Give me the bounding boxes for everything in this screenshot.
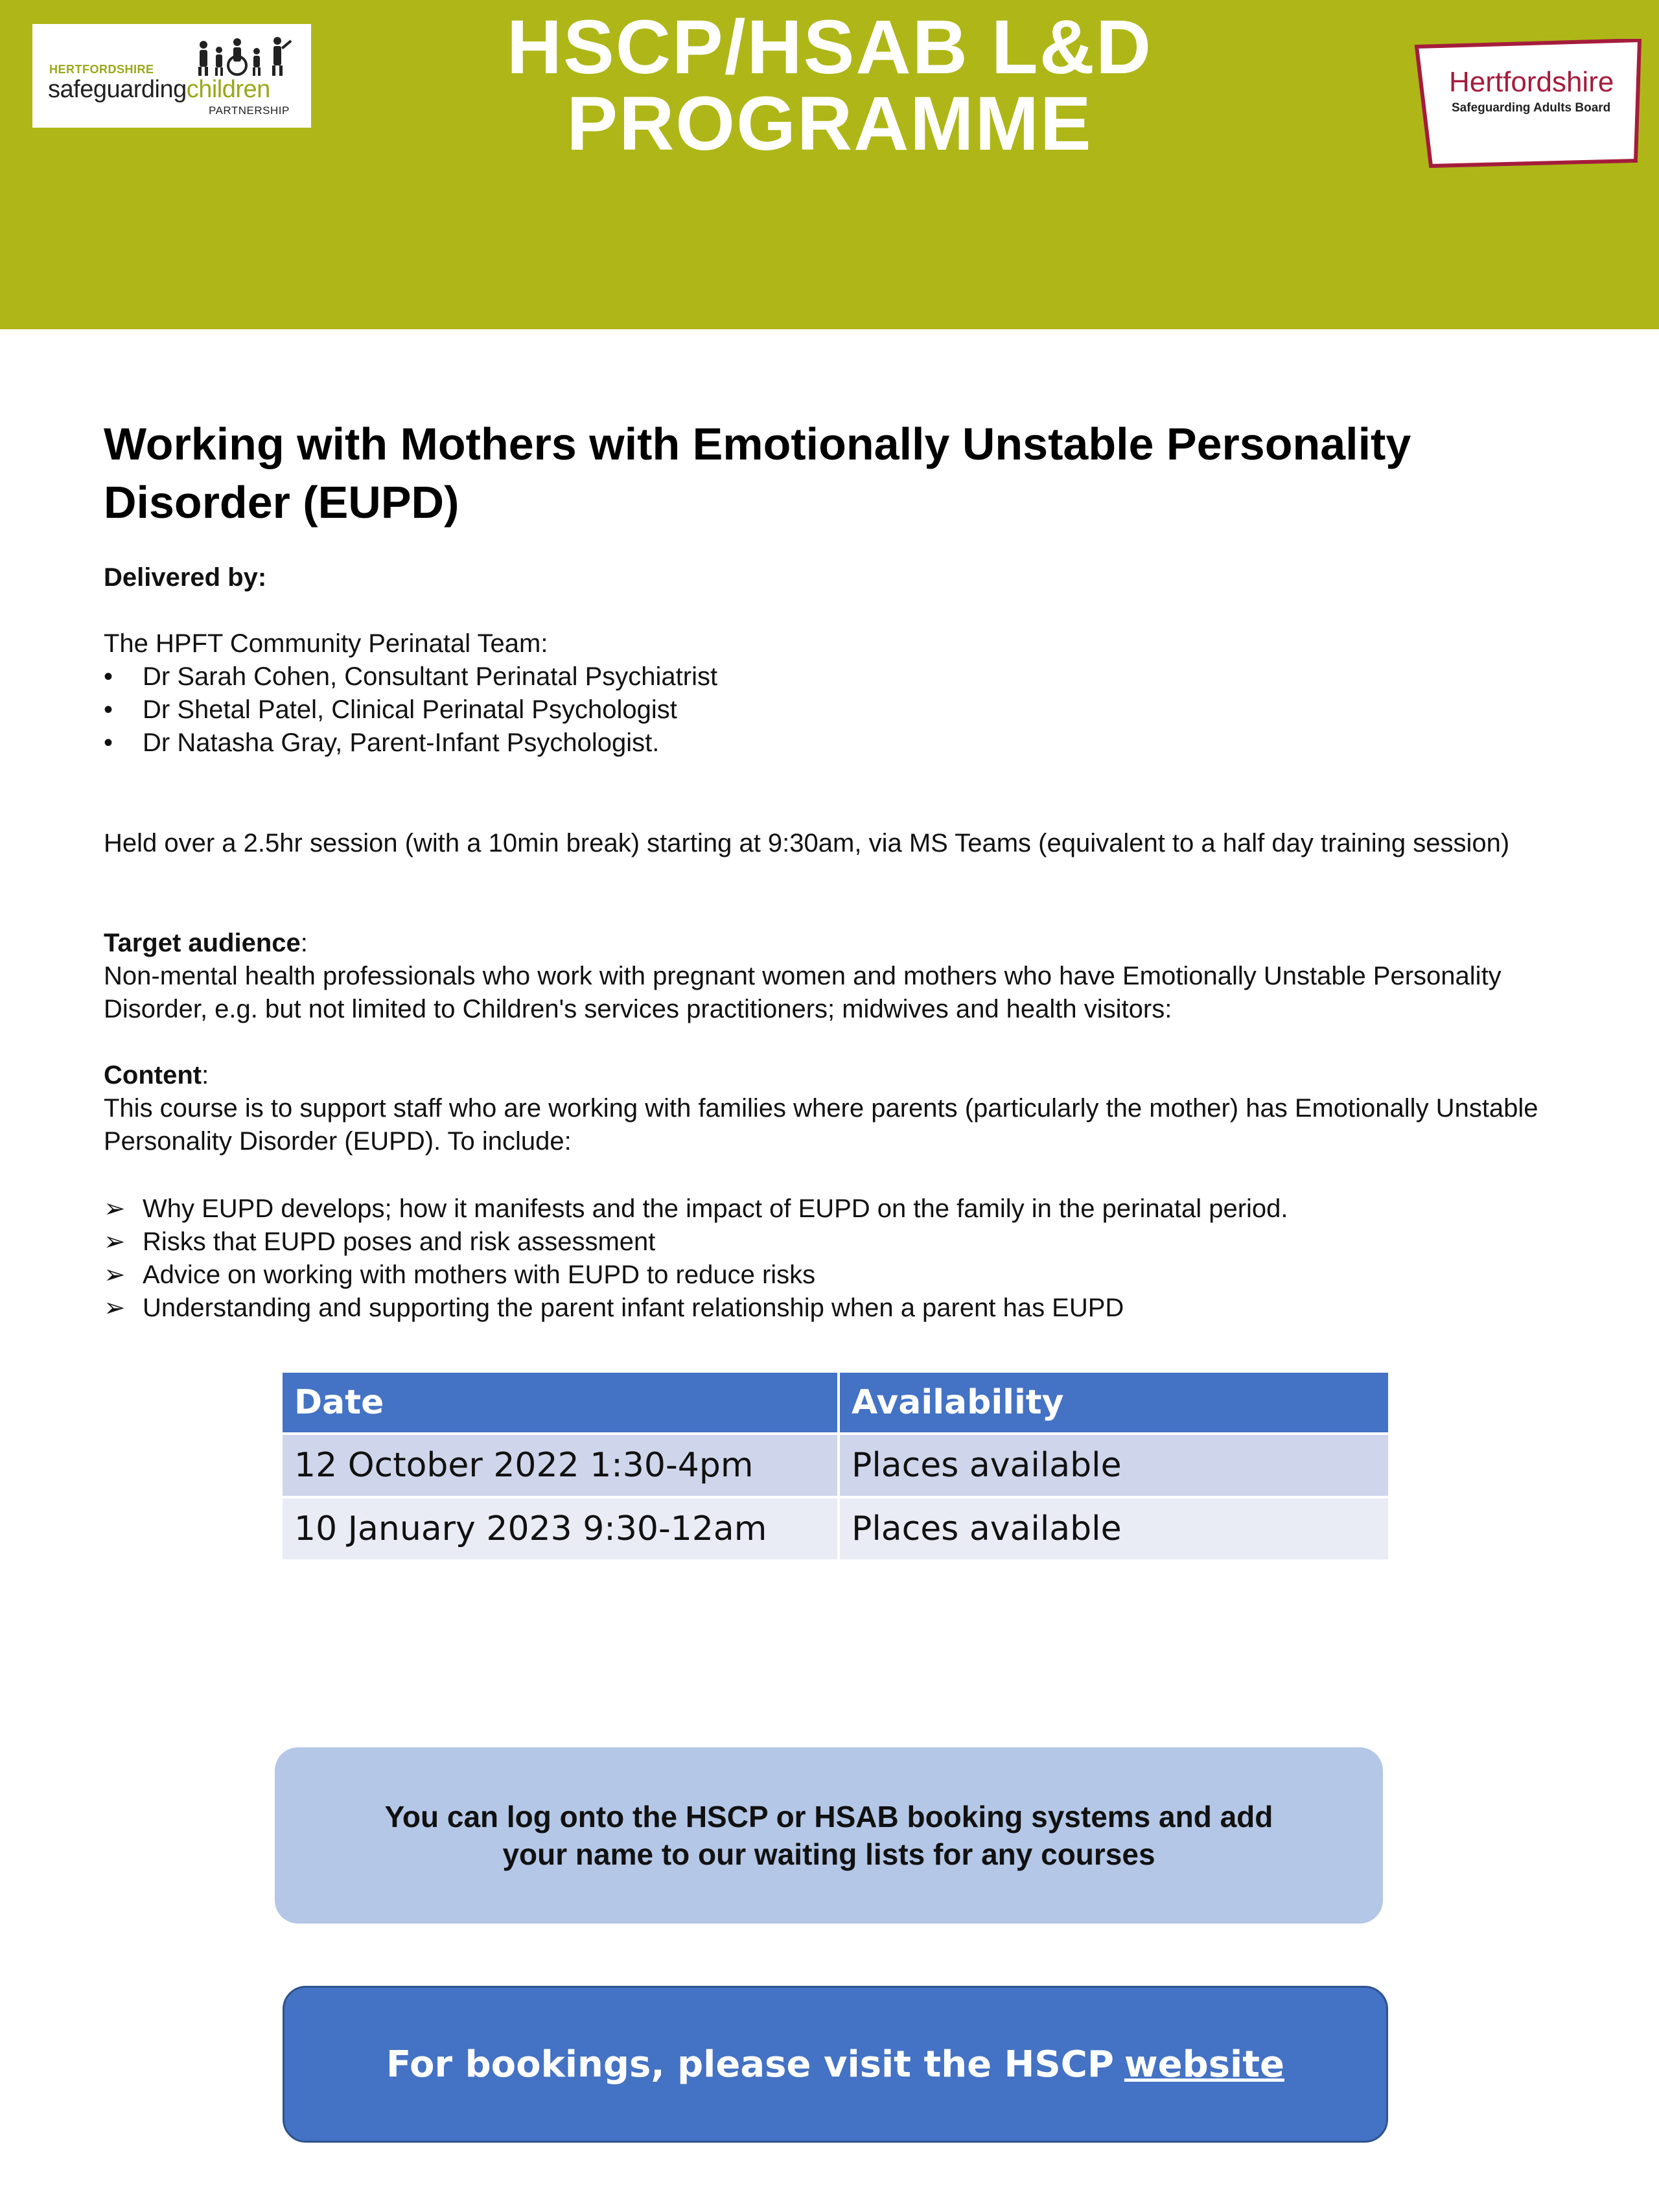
list-item — [104, 1193, 1568, 1226]
topic-text: Risks that EUPD poses and risk assessment — [143, 1228, 656, 1256]
topic-text: Why EUPD develops; how it manifests and the impact of EUPD on the family in the perinatal period. — [143, 1194, 1288, 1223]
presenter-name: Dr Sarah Cohen, Consultant Perinatal Psychiatrist — [143, 662, 718, 691]
hsab-logo-name: Hertfordshire — [1449, 66, 1614, 98]
logo-partnership: PARTNERSHIP — [209, 104, 290, 117]
content-text: This course is to support staff who are working with families where parents (particularly the mother) has Emotionally Unstable Personality Disorder (EUPD). To include: — [104, 1094, 1538, 1156]
family-figures-icon — [194, 36, 298, 76]
presenter-list — [104, 660, 1568, 760]
content-section: Content: This course is to support staff who are working with families where parents (particularly the mother) has Emotionally Unstable Personality Disorder (EUPD). To include: — [104, 1059, 1568, 1158]
table-row — [283, 1434, 1388, 1497]
topic-text: Understanding and supporting the parent infant relationship when a parent has EUPD — [143, 1294, 1124, 1322]
title-line-2: PROGRAMME — [566, 81, 1093, 167]
list-item: • Dr Shetal Patel, Clinical Perinatal Psychologist — [104, 695, 677, 724]
booking-banner — [283, 1986, 1388, 2143]
topic-text: Advice on working with mothers with EUPD to reduce risks — [143, 1261, 816, 1289]
dates-table — [283, 1373, 1388, 1559]
team-name: The HPFT Community Perinatal Team: — [104, 629, 548, 658]
page-title — [363, 0, 1296, 167]
session-info: Held over a 2.5hr session (with a 10min break) starting at 9:30am, via MS Teams (equivalent to a half day training session) — [104, 829, 1510, 857]
availability-cell: Places available — [839, 1434, 1388, 1497]
list-item — [104, 1226, 1568, 1259]
table-row — [283, 1497, 1388, 1559]
content-label: Content — [104, 1061, 202, 1089]
booking-text: For bookings, please visit the HSCP — [386, 2043, 1114, 2086]
target-audience: Target audience: Non-mental health professionals who work with pregnant women and mothers who have Emotionally Unstable Personality Disorder, e.g. but not limited to Children's services practitioners; midwives and health visitors: — [104, 927, 1568, 1026]
header-banner — [0, 0, 1659, 329]
delivered-by-label: Delivered by: — [104, 563, 267, 592]
presenter-name: Dr Natasha Gray, Parent-Infant Psychologist. — [143, 728, 660, 757]
column-header-availability: Availability — [839, 1373, 1388, 1434]
list-item — [104, 1292, 1568, 1325]
date-cell: 12 October 2022 1:30-4pm — [283, 1434, 839, 1497]
topic-list — [104, 1193, 1568, 1325]
arrow-bullet-icon: ➢ — [104, 1228, 126, 1256]
hscp-logo — [32, 24, 311, 128]
logo-county: HERTFORDSHIRE — [49, 63, 154, 76]
presenters-block — [104, 627, 1568, 760]
audience-text: Non-mental health professionals who work with pregnant women and mothers who have Emotionally Unstable Personality Disorder, e.g. but not limited to Children's services practitioners; midwives and health visitors: — [104, 962, 1502, 1023]
hsab-logo — [1411, 39, 1645, 169]
hsab-logo-sub: Safeguarding Adults Board — [1452, 101, 1611, 115]
logo-word-children: children — [186, 76, 270, 103]
website-link[interactable]: website — [1124, 2043, 1284, 2086]
date-cell: 10 January 2023 9:30-12am — [283, 1497, 839, 1559]
topics-block — [104, 1193, 1568, 1325]
list-item: • Dr Natasha Gray, Parent-Infant Psychologist. — [104, 728, 660, 757]
logo-word-safeguarding: safeguarding — [48, 76, 187, 103]
list-item: • Dr Sarah Cohen, Consultant Perinatal Psychiatrist — [104, 662, 718, 691]
audience-label: Target audience — [104, 929, 301, 957]
arrow-bullet-icon: ➢ — [104, 1294, 126, 1322]
presenter-name: Dr Shetal Patel, Clinical Perinatal Psychologist — [143, 695, 677, 724]
column-header-date: Date — [283, 1373, 839, 1434]
waiting-list-note: You can log onto the HSCP or HSAB booking systems and add your name to our waiting lists for any courses — [275, 1747, 1383, 1924]
title-line-1: HSCP/HSAB L&D — [506, 5, 1153, 90]
table-header-row — [283, 1373, 1388, 1434]
course-title: Working with Mothers with Emotionally Unstable Personality Disorder (EUPD) — [104, 419, 1411, 528]
availability-cell: Places available — [839, 1497, 1388, 1559]
logo-wordmark — [48, 76, 270, 104]
arrow-bullet-icon: ➢ — [104, 1261, 126, 1289]
arrow-bullet-icon: ➢ — [104, 1194, 126, 1223]
list-item — [104, 1259, 1568, 1292]
